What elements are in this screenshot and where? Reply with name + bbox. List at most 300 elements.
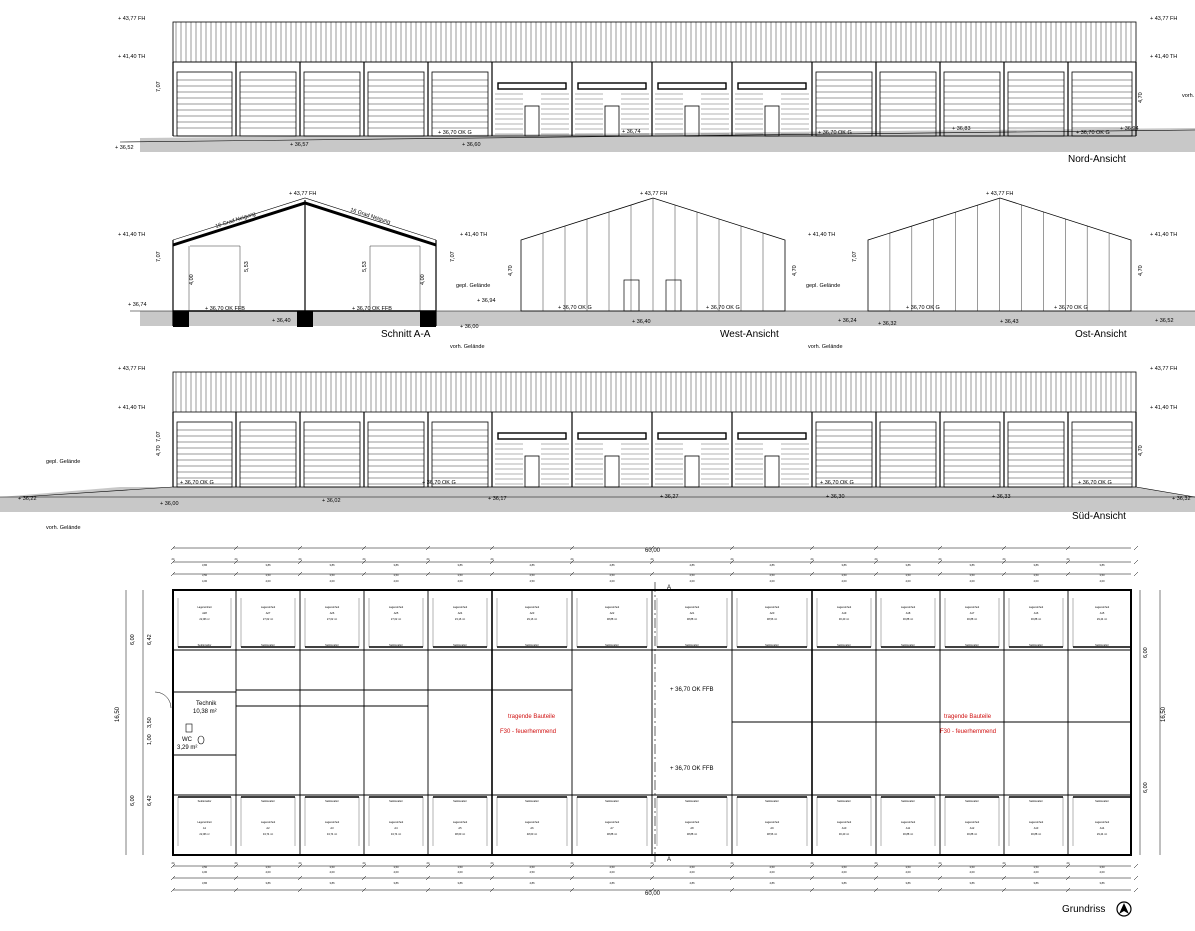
unit-area: 30,88 m²	[902, 833, 914, 836]
door-label: Sektionaltor	[765, 800, 779, 803]
door-label: Sektionaltor	[453, 644, 467, 647]
bay	[236, 62, 296, 136]
door-label: Sektionaltor	[1029, 800, 1043, 803]
unit-area: 30,88 m²	[902, 618, 914, 621]
technik-area: 10,38 m²	[193, 709, 217, 715]
fire-walls-right: tragende Bauteile	[944, 714, 992, 720]
unit-top	[577, 598, 647, 647]
door-label: Sektionaltor	[837, 800, 851, 803]
north-ridge-left: + 43,77 FH	[118, 16, 146, 22]
unit-area: 38,56 m²	[766, 618, 778, 621]
dim-label: 4,86	[689, 882, 695, 885]
section-spot-left: + 36,74	[128, 302, 147, 308]
door-label: Sektionaltor	[325, 644, 339, 647]
wall-thickness: 24	[298, 558, 302, 561]
east-spot: + 36,32	[878, 321, 897, 327]
entry-door	[605, 456, 619, 487]
entry-door	[525, 106, 539, 136]
unit-top	[657, 598, 727, 647]
dim-label: 4,00	[905, 871, 911, 874]
east-gepl: gepl. Gelände	[806, 283, 841, 289]
dim-label: 3,86	[329, 564, 335, 567]
east-title: Ost-Ansicht	[1075, 329, 1127, 340]
unit-top	[737, 598, 807, 647]
bay	[364, 62, 424, 136]
west-spot: + 36,40	[632, 319, 651, 325]
south-okg: + 36,70 OK G	[180, 480, 214, 486]
south-ridge-left: + 43,77 FH	[118, 366, 146, 372]
bay	[173, 412, 232, 487]
unit-top	[369, 598, 423, 647]
dim-label: 4,50	[529, 871, 535, 874]
south-eave-right: + 41,40 TH	[1150, 405, 1178, 411]
roof-pitch-left: 16 Grad Neigung	[214, 211, 257, 230]
unit-top	[1073, 598, 1131, 647]
north-vorh: vorh.	[1182, 93, 1195, 99]
dim-label: 4,50	[689, 866, 695, 869]
section-vorh: vorh. Gelände	[450, 344, 485, 350]
door-label: Sektionaltor	[901, 644, 915, 647]
wall-thickness: 24	[171, 862, 175, 865]
wall-thickness: 24	[171, 558, 175, 561]
plan-depth-left: 16,50	[115, 706, 121, 722]
unit-top	[241, 598, 295, 647]
section-dim-553: 5,53	[362, 261, 368, 272]
section-dim-400: 4,00	[189, 274, 195, 285]
door-label: Sektionaltor	[389, 644, 403, 647]
unit-area: 30,88 m²	[1030, 833, 1042, 836]
north-spot: + 36,52	[115, 145, 134, 151]
door-label: Sektionaltor	[685, 644, 699, 647]
unit-id: A21	[689, 612, 695, 615]
dim-label: 3,86	[841, 882, 847, 885]
bay	[652, 412, 729, 487]
unit-area: 38,60 m²	[454, 833, 466, 836]
dim-label: 3,50	[905, 574, 911, 577]
unit-top	[305, 598, 359, 647]
wall-thickness: 24	[362, 862, 366, 865]
unit-label: Lagereinheit	[197, 606, 212, 609]
door-label: Sektionaltor	[525, 644, 539, 647]
plan-title: Grundriss	[1062, 904, 1106, 915]
sectional-door	[816, 422, 872, 487]
bay	[812, 62, 872, 136]
sectional-door	[1072, 422, 1132, 487]
dim-label: 4,00	[201, 580, 208, 583]
fire-rating-right: F30 - feuerhemmend	[940, 729, 997, 735]
bay	[492, 412, 569, 487]
floor-plan	[115, 546, 1167, 916]
unit-label: Lagereinheit	[388, 606, 404, 609]
unit-bottom	[178, 797, 231, 846]
transom-window	[658, 433, 726, 439]
east-okg: + 36,70 OK G	[1054, 305, 1088, 311]
dim-label: 3,86	[905, 882, 911, 885]
unit-bottom	[497, 797, 567, 846]
unit-label: Lagereinheit	[1028, 821, 1044, 824]
dim-label: 4,50	[689, 574, 695, 577]
door-label: Sektionaltor	[261, 800, 275, 803]
south-elevation	[0, 366, 1195, 531]
bay	[1068, 412, 1132, 487]
unit-id: A1	[202, 827, 207, 830]
dim-label: 3,86	[905, 564, 911, 567]
dim-label: 3,50	[841, 574, 847, 577]
unit-id: A27	[265, 612, 271, 615]
door-label: Sektionaltor	[325, 800, 339, 803]
unit-bottom	[881, 797, 935, 846]
north-dim-707: 7,07	[156, 81, 162, 92]
unit-top	[178, 598, 231, 647]
unit-label: Lagereinheit	[324, 606, 340, 609]
north-eave-right: + 41,40 TH	[1150, 54, 1178, 60]
bay	[364, 412, 424, 487]
unit-area: 29,44 m²	[1096, 833, 1108, 836]
wc-name: WC	[182, 737, 192, 743]
unit-id: A13	[1033, 827, 1039, 830]
dim-label: 4,86	[529, 564, 535, 567]
dim-label: 4,00	[609, 871, 615, 874]
unit-label: Lagereinheit	[604, 606, 620, 609]
dim-label: 3,50	[1099, 574, 1105, 577]
dim-label: 4,86	[529, 882, 535, 885]
roof-band	[173, 22, 1136, 62]
unit-id: A20	[769, 612, 775, 615]
dim-label: 3,86	[841, 564, 847, 567]
south-dim-470: 4,70	[1138, 445, 1144, 456]
unit-label: Lagereinheit	[1094, 606, 1110, 609]
dim-label: 4,00	[265, 871, 271, 874]
dim-label: 3,50	[201, 866, 208, 869]
door-label: Sektionaltor	[453, 800, 467, 803]
door-label: Sektionaltor	[605, 644, 619, 647]
door-label: Sektionaltor	[525, 800, 539, 803]
north-spot: + 36,94	[1120, 126, 1139, 132]
wall-thickness: 24	[234, 862, 238, 865]
unit-label: Lagereinheit	[836, 606, 852, 609]
wall-thickness: 24	[874, 558, 878, 561]
wall-thickness: 24	[298, 862, 302, 865]
door-label: Sektionaltor	[965, 800, 979, 803]
bay	[428, 62, 488, 136]
dim-label: 4,86	[769, 882, 775, 885]
unit-area: 23,16 m²	[454, 618, 466, 621]
sectional-door	[368, 422, 424, 487]
north-dim-470: 4,70	[1138, 92, 1144, 103]
dim-label: 3,86	[457, 882, 463, 885]
dim-label: 4,00	[769, 580, 775, 583]
west-okg: + 36,70 OK G	[706, 305, 740, 311]
unit-id: A5	[458, 827, 462, 830]
dim-label: 4,00	[329, 580, 335, 583]
unit-top	[497, 598, 567, 647]
section-spot-mid: + 36,40	[272, 318, 291, 324]
unit-top	[945, 598, 999, 647]
south-dim-470: 4,70	[156, 445, 162, 456]
south-okg: + 36,70 OK G	[422, 480, 456, 486]
dim-label: 4,00	[393, 871, 399, 874]
sectional-door	[880, 422, 936, 487]
dim-label: 3,86	[969, 564, 975, 567]
dim-label: 4,00	[201, 871, 208, 874]
south-ridge-right: + 43,77 FH	[1150, 366, 1178, 372]
unit-label: Lagereinheit	[964, 821, 980, 824]
dim-label: 3,50	[1099, 866, 1105, 869]
unit-bottom	[369, 797, 423, 846]
unit-id: A9	[770, 827, 774, 830]
south-vorh: vorh. Gelände	[46, 525, 81, 531]
unit-id: A19	[841, 612, 847, 615]
transom-window	[658, 83, 726, 89]
unit-label: Lagereinheit	[452, 606, 468, 609]
dim-label: 4,00	[905, 580, 911, 583]
south-spot: + 36,30	[826, 494, 845, 500]
east-vorh: vorh. Gelände	[808, 344, 843, 350]
dim-label: 3,86	[393, 564, 399, 567]
unit-label: Lagereinheit	[900, 606, 916, 609]
unit-area: 29,44 m²	[1096, 618, 1108, 621]
south-title: Süd-Ansicht	[1072, 511, 1126, 522]
dim-label: 3,50	[841, 866, 847, 869]
unit-id: A18	[905, 612, 911, 615]
unit-area: 30,40 m²	[838, 833, 850, 836]
sectional-door	[1008, 422, 1064, 487]
bay	[572, 412, 649, 487]
transom-window	[738, 83, 806, 89]
door-label: Sektionaltor	[389, 800, 403, 803]
dim-label: 3,50	[329, 574, 335, 577]
dim-label: 3,86	[265, 882, 271, 885]
unit-area: 34,74 m²	[390, 833, 402, 836]
unit-label: Lagereinheit	[764, 821, 780, 824]
door-label: Sektionaltor	[197, 644, 212, 647]
west-title: West-Ansicht	[720, 329, 779, 340]
dim-label: 4,00	[1099, 580, 1105, 583]
unit-area: 38,88 m²	[606, 833, 618, 836]
unit-id: A25	[393, 612, 399, 615]
dim-label: 4,50	[609, 866, 615, 869]
unit-id: A26	[329, 612, 335, 615]
door-label: Sektionaltor	[1029, 644, 1043, 647]
unit-bottom	[737, 797, 807, 846]
unit-area: 38,88 m²	[686, 833, 698, 836]
section-eave-right: + 41,40 TH	[460, 232, 488, 238]
west-eave: + 41,40 TH	[808, 232, 836, 238]
section-mark-bottom: A	[667, 857, 672, 863]
unit-id: A15	[1099, 612, 1105, 615]
west-okg: + 36,70 OK G	[558, 305, 592, 311]
dim-label: 3,86	[457, 564, 463, 567]
section-dim-707: 7,07	[156, 251, 162, 262]
unit-area: 34,74 m²	[326, 833, 338, 836]
unit-area: 48,60 m²	[526, 833, 538, 836]
door-label: Sektionaltor	[965, 644, 979, 647]
bay	[812, 412, 872, 487]
unit-label: Lagereinheit	[197, 821, 212, 824]
bay	[428, 412, 488, 487]
dim-label: 4,00	[265, 580, 271, 583]
south-spot: + 36,27	[660, 494, 679, 500]
bay	[1004, 62, 1064, 136]
bay	[236, 412, 296, 487]
door-label: Sektionaltor	[901, 800, 915, 803]
door-label: Sektionaltor	[605, 800, 619, 803]
dim-label: 4,50	[769, 866, 775, 869]
dim-label: 4,00	[1099, 871, 1105, 874]
unit-label: Lagereinheit	[1094, 821, 1110, 824]
unit-id: A23	[529, 612, 535, 615]
wall-thickness: 24	[810, 862, 814, 865]
unit-area: 30,40 m²	[838, 618, 850, 621]
dim-label: 4,00	[769, 871, 775, 874]
unit-id: A10	[841, 827, 847, 830]
north-spot: + 36,60	[462, 142, 481, 148]
bay	[876, 62, 936, 136]
section-spot-3694: + 36,94	[477, 298, 496, 304]
entry-door	[765, 106, 779, 136]
dim-label: 4,00	[689, 871, 695, 874]
unit-id: A28	[202, 612, 207, 615]
dim-label: 3,86	[1033, 564, 1039, 567]
door-label: Sektionaltor	[197, 800, 212, 803]
unit-label: Lagereinheit	[260, 821, 276, 824]
dim-label: 4,50	[769, 574, 775, 577]
unit-label: Lagereinheit	[900, 821, 916, 824]
section-a-a	[118, 191, 500, 350]
dim-label: 4,00	[689, 580, 695, 583]
unit-bottom	[577, 797, 647, 846]
unit-id: A11	[905, 827, 911, 830]
dim-label: 4,50	[529, 866, 535, 869]
unit-id: A24	[457, 612, 463, 615]
dim-label: 4,00	[841, 871, 847, 874]
dim-label: 4,50	[529, 580, 535, 583]
unit-area: 30,88 m²	[966, 833, 978, 836]
dim-label: 4,86	[769, 564, 775, 567]
sectional-door	[944, 422, 1000, 487]
dim-label: 4,00	[1033, 871, 1039, 874]
plan-total-top: 60,00	[645, 548, 661, 554]
dim-label: 3,86	[969, 882, 975, 885]
plan-depth-right: 16,50	[1161, 706, 1167, 722]
bay	[940, 62, 1000, 136]
dim-label: 3,86	[201, 564, 208, 567]
east-ridge: + 43,77 FH	[986, 191, 1014, 197]
side-dim: 6,00	[130, 795, 136, 806]
wall-thickness: 24	[650, 862, 654, 865]
bay	[1004, 412, 1064, 487]
entry-door	[685, 106, 699, 136]
south-spot: + 36,32	[1172, 496, 1191, 502]
wall-thickness: 24	[490, 558, 494, 561]
unit-bottom	[305, 797, 359, 846]
unit-top	[1009, 598, 1063, 647]
north-spot: + 36,57	[290, 142, 309, 148]
north-okg-2: + 36,70 OK G	[818, 130, 852, 136]
dim-label: 3,86	[1099, 564, 1105, 567]
unit-bottom	[433, 797, 487, 846]
unit-area: 38,88 m²	[606, 618, 618, 621]
unit-label: Lagereinheit	[964, 606, 980, 609]
unit-bottom	[945, 797, 999, 846]
south-spot: + 36,33	[992, 494, 1011, 500]
unit-bottom	[817, 797, 871, 846]
unit-label: Lagereinheit	[764, 606, 780, 609]
dim-label: 4,86	[609, 564, 615, 567]
section-title: Schnitt A-A	[381, 329, 431, 340]
unit-label: Lagereinheit	[260, 606, 276, 609]
dim-label: 3,50	[457, 574, 463, 577]
dim-label: 3,50	[457, 866, 463, 869]
side-dim: 3,50	[147, 717, 153, 728]
west-dim-470: 4,70	[792, 265, 798, 276]
door-label: Sektionaltor	[1095, 800, 1109, 803]
unit-area: 34,74 m²	[262, 833, 274, 836]
unit-label: Lagereinheit	[1028, 606, 1044, 609]
north-elevation	[115, 16, 1195, 165]
dim-label: 4,00	[393, 580, 399, 583]
dim-label: 4,00	[969, 871, 975, 874]
bay	[173, 62, 232, 136]
south-spot: + 36,02	[322, 498, 341, 504]
bay	[492, 62, 569, 136]
dim-label: 4,00	[457, 580, 463, 583]
bay	[300, 62, 360, 136]
side-dim: 6,42	[147, 634, 153, 645]
bay	[652, 62, 729, 136]
door-label: Sektionaltor	[261, 644, 275, 647]
door-label: Sektionaltor	[685, 800, 699, 803]
south-okg: + 36,70 OK G	[1078, 480, 1112, 486]
bay	[572, 62, 649, 136]
entry-door	[765, 456, 779, 487]
section-mark-top: A	[667, 585, 672, 591]
unit-area: 27,02 m²	[390, 618, 402, 621]
sectional-door	[304, 422, 360, 487]
dim-label: 3,86	[393, 882, 399, 885]
bay	[732, 62, 809, 136]
section-spot-3600: + 36,00	[460, 324, 479, 330]
technik-name: Technik	[196, 701, 217, 707]
section-ridge: + 43,77 FH	[289, 191, 317, 197]
north-ridge-right: + 43,77 FH	[1150, 16, 1178, 22]
unit-label: Lagereinheit	[604, 821, 620, 824]
section-ffb-left: + 36,70 OK FFB	[205, 306, 245, 312]
unit-label: Lagereinheit	[452, 821, 468, 824]
unit-label: Lagereinheit	[388, 821, 404, 824]
sectional-door	[177, 422, 232, 487]
wall-thickness: 24	[874, 862, 878, 865]
side-dim: 1,00	[147, 734, 153, 745]
north-title: Nord-Ansicht	[1068, 154, 1126, 165]
east-elevation	[800, 191, 1195, 350]
unit-area: 22,08 m²	[199, 833, 210, 836]
wall-thickness: 24	[810, 558, 814, 561]
unit-id: A12	[969, 827, 975, 830]
unit-area: 29,16 m²	[526, 618, 538, 621]
dim-label: 3,50	[905, 866, 911, 869]
unit-area: 30,88 m²	[1030, 618, 1042, 621]
section-gepl: gepl. Gelände	[456, 283, 491, 289]
wall-thickness: 24	[650, 558, 654, 561]
west-dim-470: 4,70	[508, 265, 514, 276]
dim-label: 3,50	[201, 574, 208, 577]
entry-door	[685, 456, 699, 487]
unit-bottom	[657, 797, 727, 846]
dim-label: 3,50	[329, 866, 335, 869]
wall-thickness: 24	[1002, 558, 1006, 561]
door-label: Sektionaltor	[1095, 644, 1109, 647]
